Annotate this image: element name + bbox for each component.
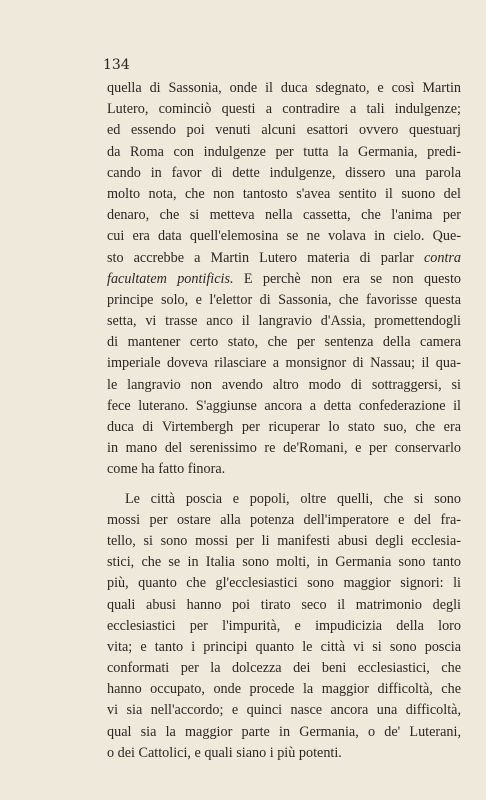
text-line: o dei Cattolici, e quali siano i più potenti. [107, 744, 342, 761]
text-line: da Roma con indulgenze per tutta la Germania, predi- [107, 143, 461, 160]
text-line [107, 269, 461, 290]
text-line: cando in favor di dette indulgenze, dissero una parola [107, 164, 461, 181]
text-line: Lutero, cominciò questi a contradire a tali indulgenze; [107, 101, 461, 118]
text-line: le langravio non avendo altro modo di sottraggersi, si [107, 376, 461, 393]
text-line: tello, si sono mossi per li manifesti abusi degli ecclesia- [107, 532, 461, 549]
text-line: duca di Virtembergh per ricuperar lo stato suo, che era [107, 419, 461, 435]
text-line: in mano del serenissimo re de'Romani, e per conservarlo [107, 440, 461, 457]
page-number: 134 [103, 57, 130, 73]
text-line: conformati per la dolcezza dei beni ecclesiastici, che [107, 660, 461, 677]
text-line: quella di Sassonia, onde il duca sdegnato, e così Martin [107, 80, 461, 96]
text-line: hanno occupato, onde procede la maggior difficoltà, che [107, 681, 461, 698]
text-line: Le città poscia e popoli, oltre quelli, che si sono [125, 490, 461, 507]
text-segment: sto accrebbe a Martin Lutero materia di parlar [107, 249, 424, 266]
text-line: ecclesiastici per l'impurità, e impudicizia della loro [107, 617, 461, 634]
text-line: molto nota, che non tantosto s'avea sentito il suono del [107, 185, 461, 202]
text-line: quali abusi hanno poi tirato seco il matrimonio degli [107, 596, 461, 613]
text-line: ed essendo poi venuti alcuni esattori ovvero questuarj [107, 122, 461, 139]
text-line: mossi per ostare alla potenza dell'imperatore e del fra- [107, 511, 461, 528]
text-line: imperiale doveva rilasciare a monsignor di Nassau; il qua- [107, 355, 461, 372]
text-line: setta, vi trasse anco il langravio d'Assia, promettendogli [107, 313, 461, 330]
text-line: fece luterano. S'aggiunse ancora a detta confederazione il [107, 397, 461, 414]
text-line: più, quanto che gl'ecclesiastici sono maggior signori: li [107, 575, 461, 592]
text-line: denaro, che si metteva nella cassetta, che l'anima per [107, 207, 461, 224]
text-line: stici, che se in Italia sono molti, in Germania sono tanto [107, 554, 461, 571]
text-segment: E perchè non era se non questo [233, 270, 461, 287]
text-block [107, 78, 461, 764]
italic-text: facultatem pontificis. [107, 270, 234, 287]
text-line: qual sia la maggior parte in Germania, o de' Luterani, [107, 723, 461, 740]
text-line: cui era data quell'elemosina se ne volava in cielo. Que- [107, 228, 461, 245]
text-line: principe solo, e l'elettor di Sassonia, che favorisse questa [107, 291, 461, 308]
text-line: di mantener certo stato, che per sentenza della camera [107, 334, 461, 351]
paragraph-2 [107, 489, 461, 764]
text-line: come ha fatto finora. [107, 461, 226, 478]
italic-text: contra [423, 249, 461, 266]
text-line [107, 248, 461, 269]
text-line: vi sia nell'accordo; e quinci nasce ancora una difficoltà, [107, 702, 461, 719]
text-line: vita; e tanto i principi quanto le città vi si sono poscia [107, 638, 461, 655]
paragraph-1 [107, 78, 461, 481]
